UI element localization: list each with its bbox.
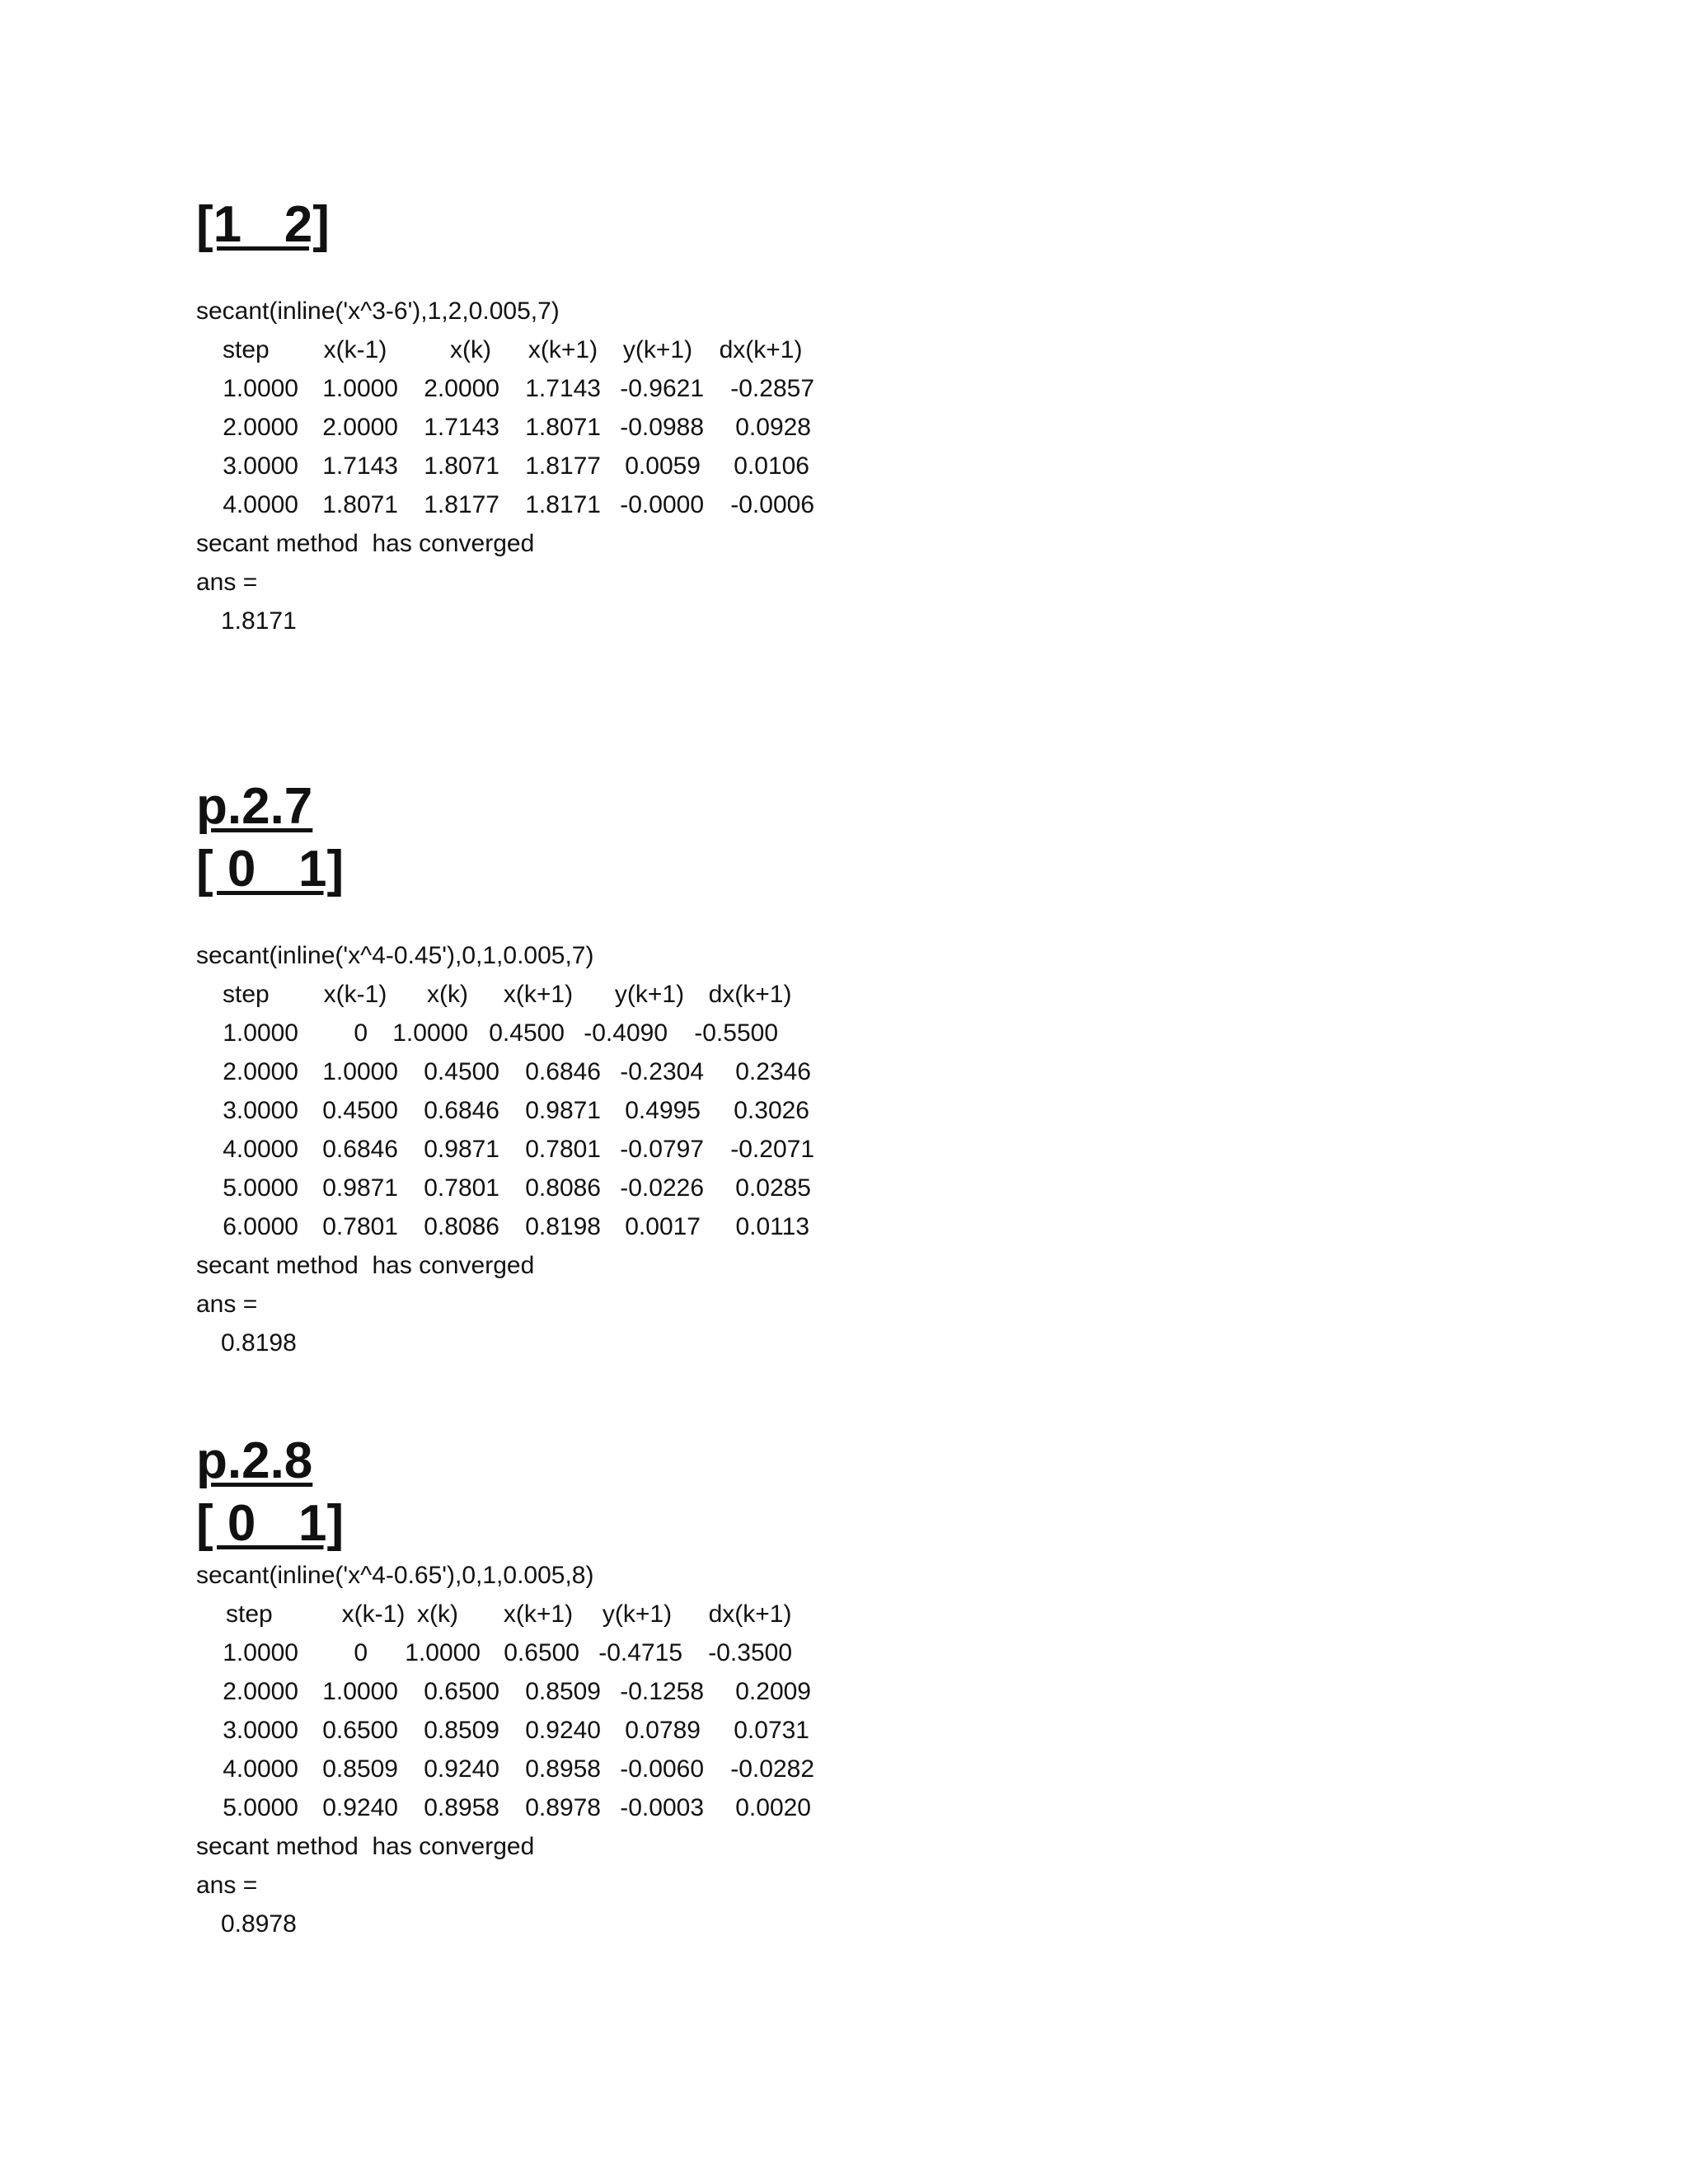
column-header-x-next: x(k+1) — [503, 1601, 574, 1628]
table-cell: 1.0000 — [223, 1639, 298, 1666]
table-cell: 0.0113 — [735, 1213, 809, 1240]
table-cell: 5.0000 — [223, 1174, 298, 1202]
table-cell: 1.0000 — [322, 375, 398, 402]
table-cell: -0.0282 — [730, 1755, 814, 1783]
table-cell: 0.0059 — [625, 452, 701, 480]
table-cell: 0.4500 — [424, 1058, 499, 1085]
section-3 — [196, 1432, 823, 1943]
section-2 — [196, 778, 823, 1362]
table-cell: 2.0000 — [223, 414, 298, 441]
table-cell: 4.0000 — [223, 1755, 298, 1783]
column-header-dx-next: dx(k+1) — [708, 1601, 792, 1628]
answer-value: 0.8978 — [221, 1910, 297, 1938]
table-row — [196, 1750, 823, 1788]
table-cell: -0.2857 — [730, 375, 814, 402]
table-cell: 0.8509 — [424, 1717, 499, 1744]
table-cell: -0.0000 — [620, 491, 704, 518]
table-cell: 1.7143 — [424, 414, 499, 441]
table-cell: 1.0000 — [223, 1019, 298, 1047]
table-cell: 0.9871 — [322, 1174, 398, 1202]
table-cell: 0.9240 — [322, 1794, 398, 1821]
converged-message: secant method has converged — [196, 1833, 535, 1860]
column-header-x: x(k) — [427, 981, 468, 1008]
table-cell: 0.8958 — [525, 1755, 601, 1783]
table-row — [196, 1014, 823, 1052]
column-header-step: step — [223, 981, 270, 1008]
table-cell: 1.0000 — [392, 1019, 468, 1047]
table-cell: 0.6500 — [322, 1717, 398, 1744]
table-cell: 2.0000 — [223, 1058, 298, 1085]
table-cell: 0.8958 — [424, 1794, 499, 1821]
table-cell: -0.1258 — [620, 1678, 704, 1705]
interval-heading: [ 0 1] — [196, 841, 345, 898]
table-row — [196, 1130, 823, 1169]
table-cell: 0.9871 — [424, 1136, 499, 1163]
answer-label: ans = — [196, 1872, 258, 1899]
table-cell: 0.6500 — [504, 1639, 579, 1666]
table-cell: -0.4715 — [598, 1639, 682, 1666]
table-row — [196, 485, 823, 524]
table-cell: -0.0797 — [620, 1136, 704, 1163]
table-cell: -0.9621 — [620, 375, 704, 402]
table-cell: 1.8071 — [322, 491, 398, 518]
table-cell: 6.0000 — [223, 1213, 298, 1240]
table-cell: 0.8509 — [322, 1755, 398, 1783]
table-row — [196, 1633, 823, 1672]
table-header — [196, 975, 823, 1014]
table-cell: 0 — [354, 1019, 368, 1047]
table-cell: 0 — [354, 1639, 368, 1666]
table-cell: 0.4500 — [322, 1097, 398, 1124]
column-header-dx-next: dx(k+1) — [719, 336, 803, 363]
table-row — [196, 1711, 823, 1750]
table-cell: 3.0000 — [223, 1097, 298, 1124]
table-cell: 0.0106 — [734, 452, 809, 480]
table-cell: 0.0285 — [735, 1174, 811, 1202]
table-cell: -0.4090 — [584, 1019, 668, 1047]
table-row — [196, 408, 823, 447]
table-cell: 0.9240 — [525, 1717, 601, 1744]
column-header-y-next: y(k+1) — [622, 336, 693, 363]
table-row — [196, 1672, 823, 1711]
table-cell: 3.0000 — [223, 452, 298, 480]
table-cell: 0.8978 — [525, 1794, 601, 1821]
answer-label: ans = — [196, 569, 258, 596]
table-cell: 3.0000 — [223, 1717, 298, 1744]
answer-value: 1.8171 — [221, 607, 297, 635]
converged-message: secant method has converged — [196, 1252, 535, 1279]
table-cell: 4.0000 — [223, 1136, 298, 1163]
table-cell: 0.6500 — [424, 1678, 499, 1705]
interval-heading: [ 0 1] — [196, 1495, 345, 1552]
table-cell: 0.7801 — [322, 1213, 398, 1240]
column-header-x-next: x(k+1) — [503, 981, 574, 1008]
column-header-x: x(k) — [450, 336, 491, 363]
table-cell: -0.0988 — [620, 414, 704, 441]
converged-message: secant method has converged — [196, 530, 535, 557]
table-cell: 0.8198 — [525, 1213, 601, 1240]
column-header-step: step — [223, 336, 270, 363]
answer-value: 0.8198 — [221, 1329, 297, 1357]
column-header-x-prev: x(k-1) — [341, 1601, 406, 1628]
table-cell: 1.8177 — [424, 491, 499, 518]
column-header-y-next: y(k+1) — [602, 1601, 673, 1628]
table-cell: 0.8086 — [424, 1213, 499, 1240]
table-cell: 0.6846 — [525, 1058, 601, 1085]
table-cell: 1.8177 — [525, 452, 601, 480]
table-cell: 1.0000 — [322, 1678, 398, 1705]
table-cell: -0.0060 — [620, 1755, 704, 1783]
secant-command: secant(inline('x^4-0.45'),0,1,0.005,7) — [196, 942, 594, 969]
table-cell: 0.8086 — [525, 1174, 601, 1202]
section-1 — [196, 196, 823, 640]
table-cell: 1.0000 — [405, 1639, 481, 1666]
column-header-x-prev: x(k-1) — [323, 981, 387, 1008]
table-cell: 0.6846 — [424, 1097, 499, 1124]
table-cell: 1.7143 — [322, 452, 398, 480]
table-cell: -0.3500 — [708, 1639, 792, 1666]
table-cell: 0.7801 — [424, 1174, 499, 1202]
column-header-y-next: y(k+1) — [614, 981, 685, 1008]
table-cell: 0.4500 — [489, 1019, 565, 1047]
column-header-x-next: x(k+1) — [528, 336, 598, 363]
table-cell: -0.0003 — [620, 1794, 704, 1821]
table-row — [196, 447, 823, 485]
table-cell: 5.0000 — [223, 1794, 298, 1821]
table-cell: 0.0789 — [625, 1717, 701, 1744]
table-cell: 0.9871 — [525, 1097, 601, 1124]
table-cell: 1.8071 — [424, 452, 499, 480]
table-cell: 1.0000 — [322, 1058, 398, 1085]
table-cell: -0.5500 — [694, 1019, 778, 1047]
table-cell: 1.0000 — [223, 375, 298, 402]
table-row — [196, 1169, 823, 1207]
table-header — [196, 1595, 823, 1633]
table-row — [196, 369, 823, 408]
interval-heading: [1 2] — [196, 196, 330, 253]
table-cell: -0.2071 — [730, 1136, 814, 1163]
table-cell: 1.8171 — [525, 491, 601, 518]
table-cell: 0.2346 — [735, 1058, 811, 1085]
table-cell: -0.0006 — [730, 491, 814, 518]
table-cell: 0.0928 — [735, 414, 811, 441]
answer-label: ans = — [196, 1291, 258, 1318]
table-cell: -0.0226 — [620, 1174, 704, 1202]
table-header — [196, 330, 823, 369]
table-row — [196, 1207, 823, 1246]
column-header-step: step — [226, 1601, 273, 1628]
table-cell: 0.0020 — [735, 1794, 811, 1821]
table-cell: 2.0000 — [322, 414, 398, 441]
secant-command: secant(inline('x^4-0.65'),0,1,0.005,8) — [196, 1562, 594, 1589]
table-cell: 0.3026 — [734, 1097, 809, 1124]
table-cell: 0.0017 — [625, 1213, 701, 1240]
table-cell: 0.9240 — [424, 1755, 499, 1783]
table-cell: 1.8071 — [525, 414, 601, 441]
column-header-dx-next: dx(k+1) — [708, 981, 792, 1008]
table-cell: 2.0000 — [223, 1678, 298, 1705]
secant-command: secant(inline('x^3-6'),1,2,0.005,7) — [196, 298, 560, 325]
problem-heading: p.2.7 — [196, 778, 313, 835]
column-header-x: x(k) — [417, 1601, 458, 1628]
table-row — [196, 1788, 823, 1827]
table-cell: 0.2009 — [735, 1678, 811, 1705]
table-cell: 0.4995 — [625, 1097, 701, 1124]
table-cell: 0.0731 — [734, 1717, 809, 1744]
table-cell: 2.0000 — [424, 375, 499, 402]
table-cell: -0.2304 — [620, 1058, 704, 1085]
table-cell: 1.7143 — [525, 375, 601, 402]
table-row — [196, 1052, 823, 1091]
table-row — [196, 1091, 823, 1130]
table-cell: 0.6846 — [322, 1136, 398, 1163]
table-cell: 0.7801 — [525, 1136, 601, 1163]
problem-heading: p.2.8 — [196, 1432, 313, 1489]
column-header-x-prev: x(k-1) — [323, 336, 387, 363]
table-cell: 4.0000 — [223, 491, 298, 518]
table-cell: 0.8509 — [525, 1678, 601, 1705]
